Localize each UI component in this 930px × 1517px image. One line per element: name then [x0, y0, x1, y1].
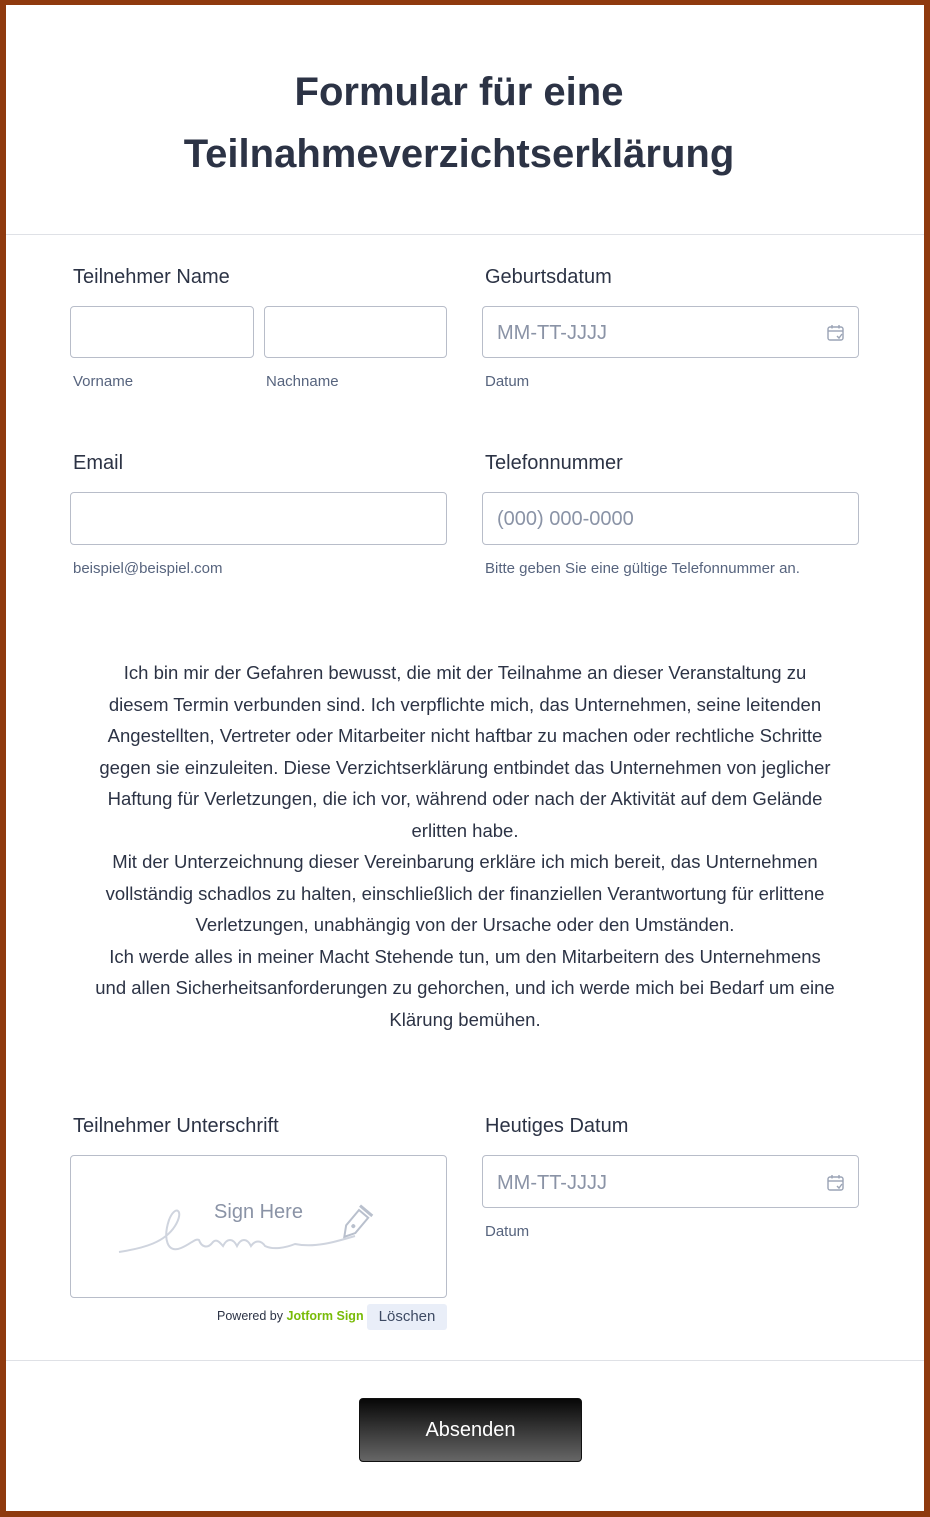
submit-button[interactable]: Absenden: [359, 1398, 582, 1462]
waiver-line: und allen Sicherheitsanforderungen zu gehorchen, und ich werde mich bei Bedarf um eine: [95, 977, 835, 998]
birthdate-input[interactable]: [482, 306, 859, 358]
first-name-input[interactable]: [70, 306, 254, 358]
phone-label: Telefonnummer: [485, 452, 623, 474]
powered-by-prefix: Powered by: [217, 1309, 284, 1323]
form-title: [0, 62, 918, 184]
phone-placeholder: (000) 000-0000: [497, 508, 634, 530]
form-title-line2: Teilnahmeverzichtserklärung: [183, 132, 735, 176]
today-date-label: Heutiges Datum: [485, 1115, 629, 1137]
powered-by: [217, 1309, 364, 1323]
today-date-sublabel: Datum: [485, 1223, 530, 1240]
phone-sublabel: Bitte geben Sie eine gültige Telefonnummer an.: [485, 560, 800, 577]
birthdate-sublabel: Datum: [485, 373, 530, 390]
last-name-sublabel: Nachname: [266, 373, 339, 390]
waiver-text: [66, 657, 864, 1035]
form-title-line1: Formular für eine: [294, 70, 624, 114]
birthdate-label: Geburtsdatum: [485, 266, 612, 288]
calendar-icon[interactable]: [826, 323, 846, 343]
first-name-sublabel: Vorname: [73, 373, 134, 390]
clear-signature-button[interactable]: Löschen: [367, 1304, 447, 1330]
waiver-line: Ich bin mir der Gefahren bewusst, die mit der Teilnahme an dieser Veranstaltung zu: [123, 662, 807, 683]
header-divider: [6, 234, 924, 235]
footer-divider: [6, 1360, 924, 1361]
waiver-line: Mit der Unterzeichnung dieser Vereinbarung erkläre ich mich bereit, das Unternehmen: [112, 851, 818, 872]
waiver-line: Klärung bemühen.: [389, 1008, 541, 1030]
waiver-line: Verletzungen, unabhängig von der Ursache oder den Umständen.: [195, 914, 735, 935]
calendar-icon[interactable]: [826, 1173, 846, 1193]
waiver-line: erlitten habe.: [411, 819, 519, 841]
birthdate-placeholder: MM-TT-JJJJ: [497, 322, 607, 344]
signature-pad[interactable]: [70, 1155, 447, 1298]
waiver-line: Ich werde alles in meiner Macht Stehende tun, um den Mitarbeitern des Unternehmens: [109, 945, 821, 967]
today-date-placeholder: MM-TT-JJJJ: [497, 1172, 607, 1194]
sign-here-hint: Sign Here: [214, 1201, 303, 1223]
waiver-line: diesem Termin verbunden sind. Ich verpflichte mich, das Unternehmen, seine leitenden: [108, 693, 822, 715]
participant-name-label: Teilnehmer Name: [73, 266, 230, 288]
jotform-sign-link[interactable]: Jotform Sign: [286, 1309, 364, 1323]
email-sublabel: beispiel@beispiel.com: [73, 560, 223, 577]
signature-label: Teilnehmer Unterschrift: [73, 1115, 279, 1137]
email-input[interactable]: [70, 492, 447, 545]
last-name-input[interactable]: [264, 306, 447, 358]
waiver-line: gegen sie einzuleiten. Diese Verzichtserklärung entbindet das Unternehmen von jeglicher: [99, 756, 831, 778]
signature-scribble-icon: [115, 1198, 405, 1258]
today-date-input[interactable]: [482, 1155, 859, 1208]
email-label: Email: [73, 452, 124, 474]
phone-input[interactable]: [482, 492, 859, 545]
waiver-line: Haftung für Verletzungen, die ich vor, während oder nach der Aktivität auf dem Gelände: [107, 788, 823, 809]
waiver-line: vollständig schadlos zu halten, einschließlich der finanziellen Verantwortung für erlittene: [105, 882, 825, 904]
waiver-line: Angestellten, Vertreter oder Mitarbeiter nicht haftbar zu machen oder rechtliche Schritte: [107, 725, 823, 746]
